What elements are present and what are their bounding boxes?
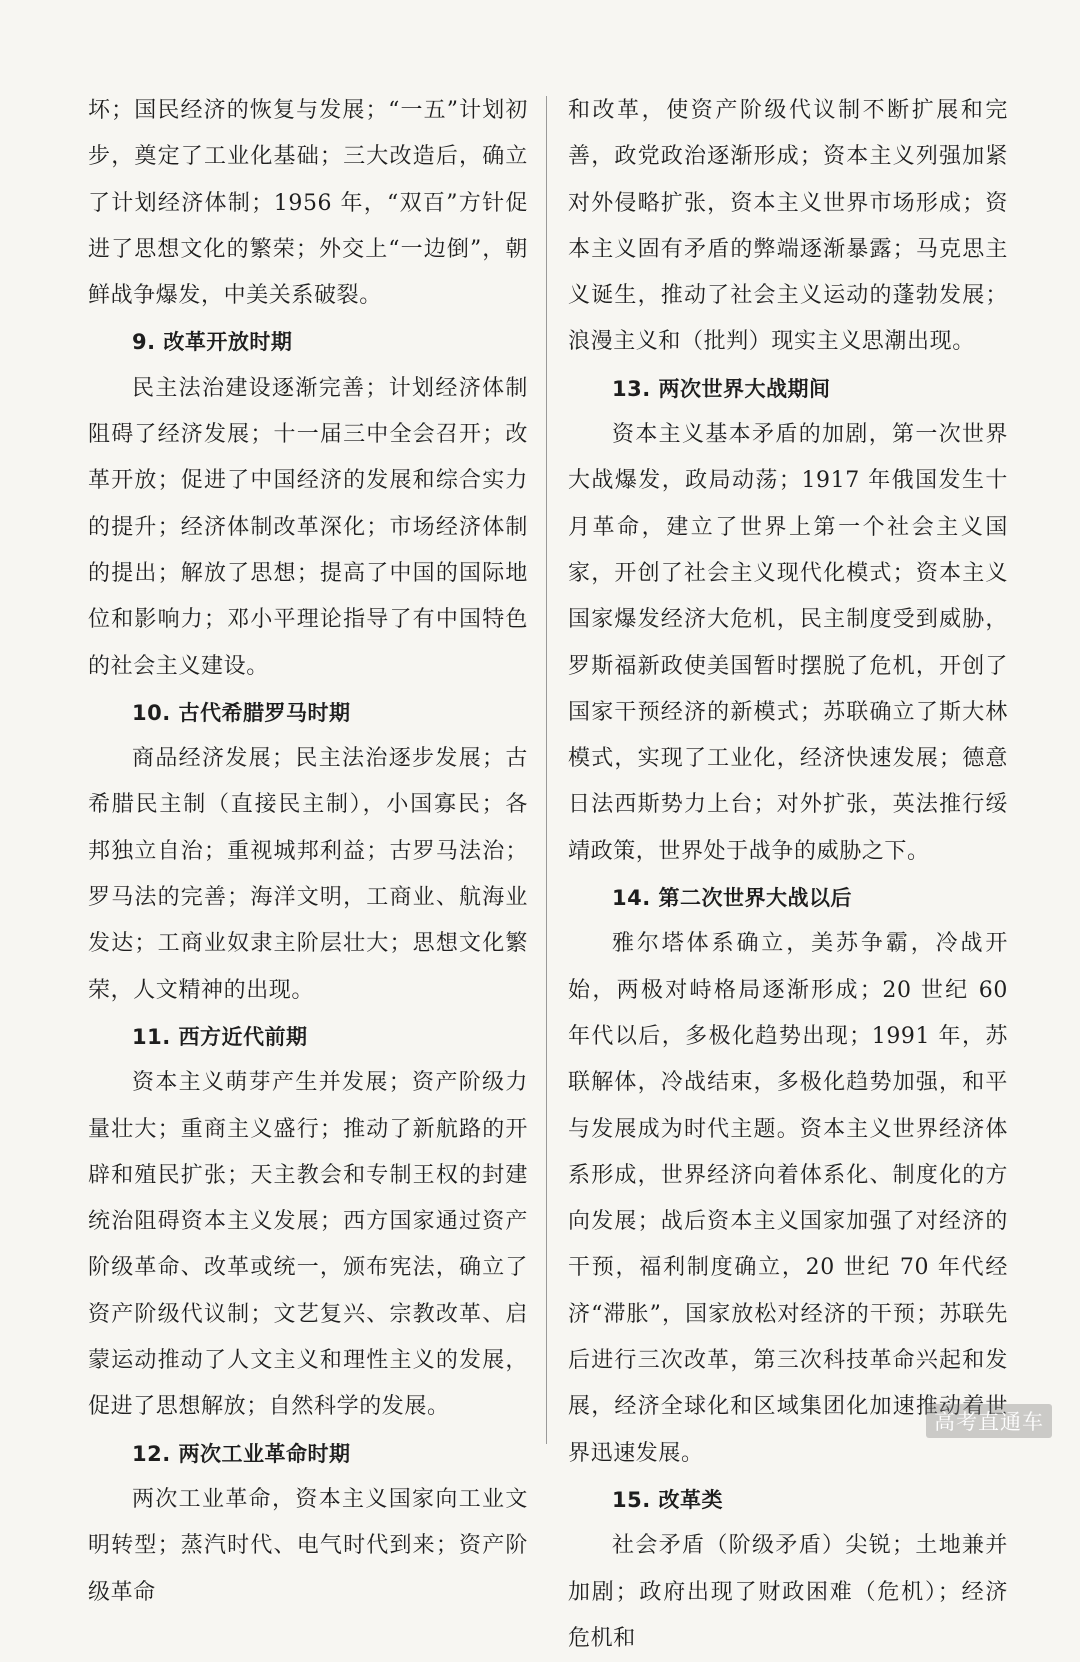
paragraph-10: 商品经济发展；民主法治逐步发展；古希腊民主制（直接民主制），小国寡民；各邦独立自治；重视城邦利益；古罗马法治；罗马法的完善；海洋文明，工商业、航海业发达；工商业奴隶主阶层壮大；思想文化繁荣，人文精神的出现。: [88, 746, 528, 1003]
heading-13: 13. 两次世界大战期间: [612, 376, 831, 401]
paragraph-13: 资本主义基本矛盾的加剧，第一次世界大战爆发，政局动荡；1917 年俄国发生十月革命，建立了世界上第一个社会主义国家，开创了社会主义现代化模式；资本主义国家爆发经济大危机，民主制度受到威胁，罗斯福新政使美国暂时摆脱了危机，开创了国家干预经济的新模式；苏联确立了斯大林模式，实现了工业化，经济快速发展；德意日法西斯势力上台；对外扩张，英法推行绥靖政策，世界处于战争的威胁之下。: [568, 422, 1008, 864]
column-divider: [546, 96, 547, 1444]
paragraph-8-continued: 坏；国民经济的恢复与发展；“一五”计划初步，奠定了工业化基础；三大改造后，确立了计划经济体制；1956 年，“双百”方针促进了思想文化的繁荣；外交上“一边倒”，朝鲜战争爆发，中美关系破裂。: [88, 98, 528, 309]
watermark: 高考直通车: [926, 1404, 1052, 1438]
paragraph-11: 资本主义萌芽产生并发展；资产阶级力量壮大；重商主义盛行；推动了新航路的开辟和殖民扩张；天主教会和专制王权的封建统治阻碍资本主义发展；西方国家通过资产阶级革命、改革或统一，颁布宪法，确立了资产阶级代议制；文艺复兴、宗教改革、启蒙运动推动了人文主义和理性主义的发展，促进了思想解放；自然科学的发展。: [88, 1070, 528, 1420]
paragraph-14: 雅尔塔体系确立，美苏争霸，冷战开始，两极对峙格局逐渐形成；20 世纪 60 年代以后，多极化趋势出现；1991 年，苏联解体，冷战结束，多极化趋势加强，和平与发展成为时代主题。资本主义世界经济体系形成，世界经济向着体系化、制度化的方向发展；战后资本主义国家加强了对经济的干预，福利制度确立，20 世纪 70 年代经济“滞胀”，国家放松对经济的干预；苏联先后进行三次改革，第三次科技革命兴起和发展，经济全球化和区域集团化加速推动着世界迅速发展。: [568, 931, 1008, 1466]
heading-10: 10. 古代希腊罗马时期: [132, 700, 351, 725]
heading-15: 15. 改革类: [612, 1487, 724, 1512]
heading-12: 12. 两次工业革命时期: [132, 1441, 351, 1466]
paragraph-12-continued: 和改革，使资产阶级代议制不断扩展和完善，政党政治逐渐形成；资本主义列强加紧对外侵略扩张，资本主义世界市场形成；资本主义固有矛盾的弊端逐渐暴露；马克思主义诞生，推动了社会主义运动的蓬勃发展；浪漫主义和（批判）现实主义思潮出现。: [568, 98, 1008, 355]
heading-14: 14. 第二次世界大战以后: [612, 886, 853, 911]
paragraph-12: 两次工业革命，资本主义国家向工业文明转型；蒸汽时代、电气时代到来；资产阶级革命: [88, 1486, 528, 1605]
heading-9: 9. 改革开放时期: [132, 330, 293, 355]
heading-11: 11. 西方近代前期: [132, 1024, 308, 1049]
paragraph-15: 社会矛盾（阶级矛盾）尖锐；土地兼并加剧；政府出现了财政困难（危机）；经济危机和: [568, 1533, 1008, 1651]
paragraph-9: 民主法治建设逐渐完善；计划经济体制阻碍了经济发展；十一届三中全会召开；改革开放；促进了中国经济的发展和综合实力的提升；经济体制改革深化；市场经济体制的提出；解放了思想；提高了中国的国际地位和影响力；邓小平理论指导了有中国特色的社会主义建设。: [88, 375, 528, 679]
left-column: [88, 88, 528, 1616]
